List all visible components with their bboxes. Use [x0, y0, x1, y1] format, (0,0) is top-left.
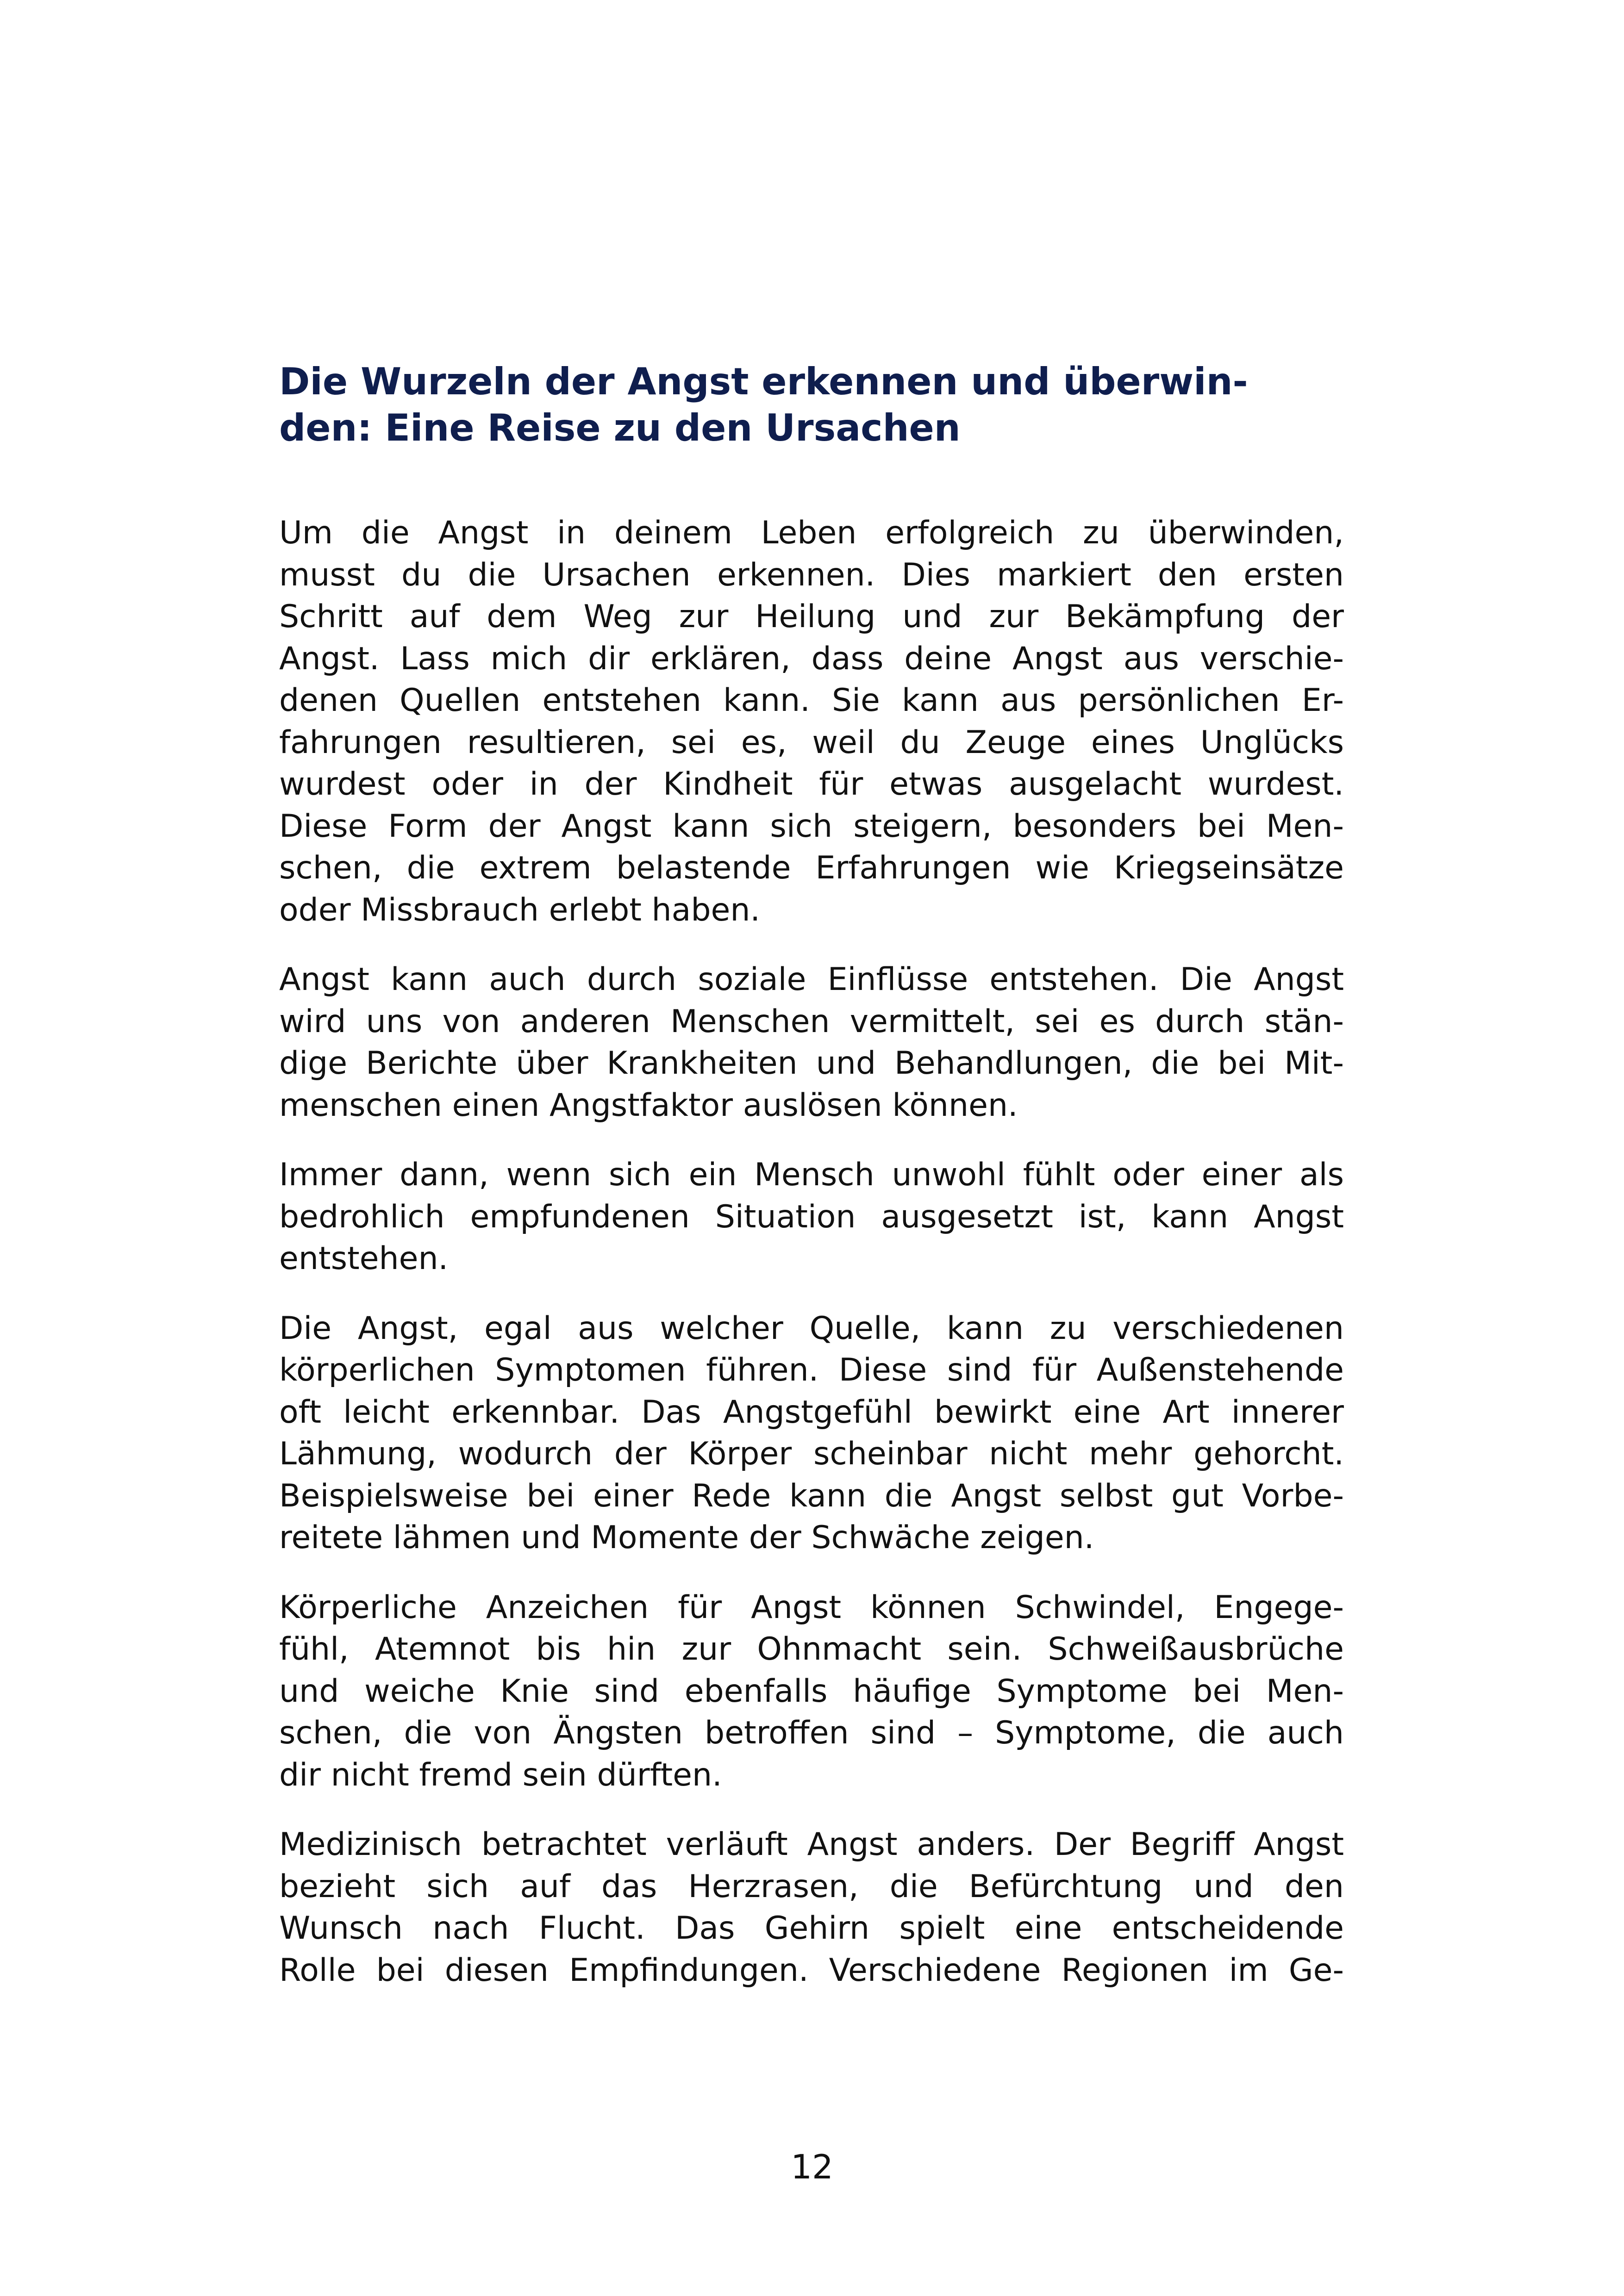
- text-line: oft leicht erkennbar. Das Angstgefühl bewirkt eine Art innerer: [279, 1394, 1344, 1431]
- body-paragraph: [279, 512, 1344, 931]
- text-line: schen, die von Ängsten betroffen sind – Symptome, die auch: [279, 1715, 1344, 1751]
- text-line: Körperliche Anzeichen für Angst können Schwindel, Engege-: [279, 1589, 1344, 1626]
- text-line: entstehen.: [279, 1240, 449, 1277]
- chapter-heading: [279, 359, 1344, 451]
- text-line: dige Berichte über Krankheiten und Behandlungen, die bei Mit-: [279, 1045, 1344, 1082]
- body-text: [279, 512, 1344, 1991]
- body-paragraph: [279, 1154, 1344, 1280]
- text-line: Rolle bei diesen Empfindungen. Verschiedene Regionen im Ge-: [279, 1952, 1344, 1989]
- text-line: Medizinisch betrachtet verläuft Angst anders. Der Begriff Angst: [279, 1826, 1344, 1863]
- text-line: Um die Angst in deinem Leben erfolgreich zu überwinden,: [279, 515, 1344, 551]
- text-line: denen Quellen entstehen kann. Sie kann aus persönlichen Er-: [279, 682, 1344, 719]
- text-line: bedrohlich empfundenen Situation ausgesetzt ist, kann Angst: [279, 1198, 1344, 1235]
- text-line: reitete lähmen und Momente der Schwäche zeigen.: [279, 1519, 1094, 1556]
- text-line: Diese Form der Angst kann sich steigern, besonders bei Men-: [279, 808, 1344, 845]
- text-line: Beispielsweise bei einer Rede kann die Angst selbst gut Vorbe-: [279, 1477, 1344, 1514]
- text-line: musst du die Ursachen erkennen. Dies markiert den ersten: [279, 556, 1344, 593]
- text-line: wird uns von anderen Menschen vermittelt, sei es durch stän-: [279, 1003, 1344, 1040]
- body-paragraph: [279, 959, 1344, 1126]
- text-line: fühl, Atemnot bis hin zur Ohnmacht sein. Schweißausbrüche: [279, 1631, 1344, 1668]
- text-line: wurdest oder in der Kindheit für etwas ausgelacht wurdest.: [279, 766, 1344, 803]
- text-line: Immer dann, wenn sich ein Mensch unwohl fühlt oder einer als: [279, 1157, 1344, 1193]
- text-line: schen, die extrem belastende Erfahrungen wie Kriegseinsätze: [279, 850, 1344, 886]
- body-paragraph: [279, 1587, 1344, 1797]
- chapter-heading-line: den: Eine Reise zu den Ursachen: [279, 406, 961, 449]
- text-line: menschen einen Angstfaktor auslösen können.: [279, 1087, 1018, 1124]
- text-line: körperlichen Symptomen führen. Diese sind für Außenstehende: [279, 1352, 1344, 1388]
- text-line: fahrungen resultieren, sei es, weil du Zeuge eines Unglücks: [279, 724, 1344, 761]
- page-content: [279, 359, 1344, 2019]
- text-line: oder Missbrauch erlebt haben.: [279, 891, 761, 928]
- body-paragraph: [279, 1824, 1344, 1991]
- text-line: Lähmung, wodurch der Körper scheinbar nicht mehr gehorcht.: [279, 1436, 1344, 1472]
- text-line: und weiche Knie sind ebenfalls häufige Symptome bei Men-: [279, 1673, 1344, 1710]
- text-line: dir nicht fremd sein dürften.: [279, 1756, 722, 1793]
- text-line: Schritt auf dem Weg zur Heilung und zur Bekämpfung der: [279, 598, 1344, 635]
- text-line: Angst. Lass mich dir erklären, dass deine Angst aus verschie-: [279, 640, 1344, 677]
- chapter-heading-line: Die Wurzeln der Angst erkennen und überwin-: [279, 360, 1248, 403]
- text-line: Angst kann auch durch soziale Einflüsse entstehen. Die Angst: [279, 961, 1344, 998]
- text-line: Wunsch nach Flucht. Das Gehirn spielt eine entscheidende: [279, 1910, 1344, 1947]
- page-number: 12: [791, 2147, 833, 2186]
- text-line: bezieht sich auf das Herzrasen, die Befürchtung und den: [279, 1868, 1344, 1905]
- text-line: Die Angst, egal aus welcher Quelle, kann zu verschiedenen: [279, 1310, 1344, 1347]
- body-paragraph: [279, 1308, 1344, 1559]
